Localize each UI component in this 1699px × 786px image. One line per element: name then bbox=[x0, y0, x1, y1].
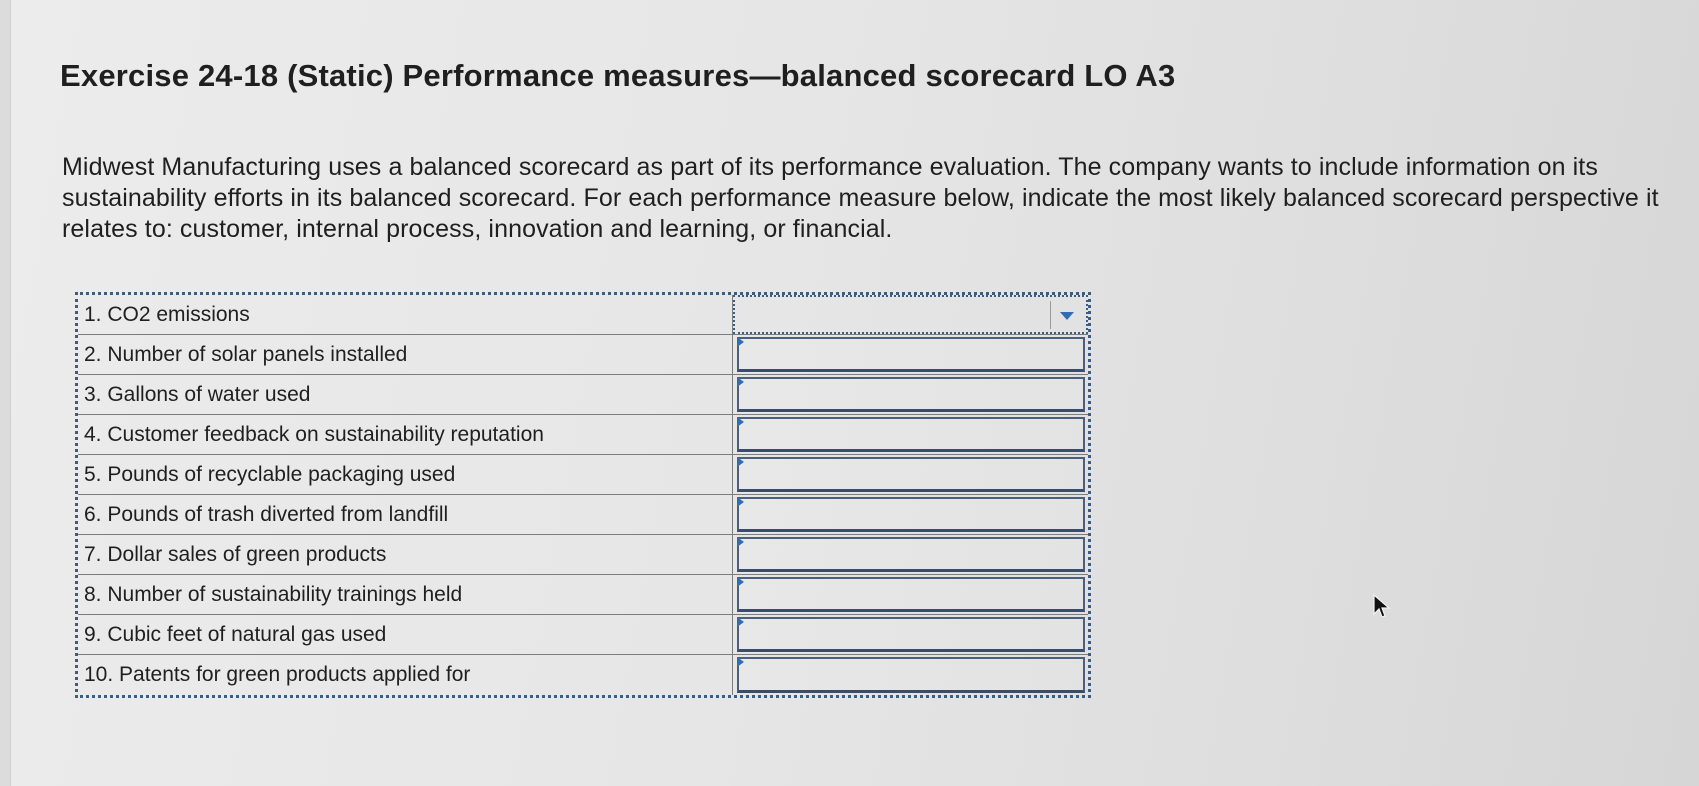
measure-label: 1. CO2 emissions bbox=[78, 295, 733, 334]
table-row bbox=[78, 535, 1088, 575]
field-marker-icon bbox=[737, 537, 744, 547]
measure-label: 6. Pounds of trash diverted from landfill bbox=[78, 495, 733, 534]
field-marker-icon bbox=[737, 657, 744, 667]
field-marker-icon bbox=[737, 417, 744, 427]
measure-label: 7. Dollar sales of green products bbox=[78, 535, 733, 574]
perspective-select[interactable] bbox=[737, 497, 1085, 532]
perspective-select[interactable] bbox=[737, 537, 1085, 572]
perspective-select[interactable] bbox=[737, 417, 1085, 452]
perspective-select[interactable] bbox=[737, 457, 1085, 492]
table-row bbox=[78, 335, 1088, 375]
exercise-title: Exercise 24-18 (Static) Performance measures—balanced scorecard LO A3 bbox=[60, 58, 1176, 93]
table-row bbox=[78, 575, 1088, 615]
mouse-pointer-icon bbox=[1372, 594, 1392, 620]
exercise-instructions: Midwest Manufacturing uses a balanced scorecard as part of its performance evaluation. The company wants to include information on its sustainability efforts in its balanced scorecard. For each performance measure below, indicate the most likely balanced scorecard perspective it relates to: customer, internal process, innovation and learning, or financial. bbox=[62, 153, 1659, 243]
table-row bbox=[78, 655, 1088, 695]
field-marker-icon bbox=[737, 457, 744, 467]
measures-table bbox=[75, 292, 1091, 698]
measure-label: 5. Pounds of recyclable packaging used bbox=[78, 455, 733, 494]
table-row bbox=[78, 615, 1088, 655]
table-row bbox=[78, 495, 1088, 535]
perspective-select[interactable] bbox=[737, 577, 1085, 612]
field-marker-icon bbox=[737, 497, 744, 507]
table-row bbox=[78, 375, 1088, 415]
field-marker-icon bbox=[737, 577, 744, 587]
table-row bbox=[78, 455, 1088, 495]
measure-label: 9. Cubic feet of natural gas used bbox=[78, 615, 733, 654]
window-edge bbox=[0, 0, 11, 786]
perspective-select[interactable] bbox=[737, 377, 1085, 412]
measure-label: 2. Number of solar panels installed bbox=[78, 335, 733, 374]
measure-label: 8. Number of sustainability trainings held bbox=[78, 575, 733, 614]
measure-label: 3. Gallons of water used bbox=[78, 375, 733, 414]
field-marker-icon bbox=[737, 377, 744, 387]
perspective-select[interactable] bbox=[733, 295, 1088, 334]
table-row bbox=[78, 295, 1088, 335]
measure-label: 10. Patents for green products applied for bbox=[78, 655, 733, 695]
chevron-down-icon[interactable] bbox=[1050, 301, 1078, 329]
perspective-select[interactable] bbox=[737, 657, 1085, 693]
field-marker-icon bbox=[737, 617, 744, 627]
measure-label: 4. Customer feedback on sustainability reputation bbox=[78, 415, 733, 454]
perspective-select[interactable] bbox=[737, 617, 1085, 652]
perspective-select[interactable] bbox=[737, 337, 1085, 372]
field-marker-icon bbox=[737, 337, 744, 347]
table-row bbox=[78, 415, 1088, 455]
